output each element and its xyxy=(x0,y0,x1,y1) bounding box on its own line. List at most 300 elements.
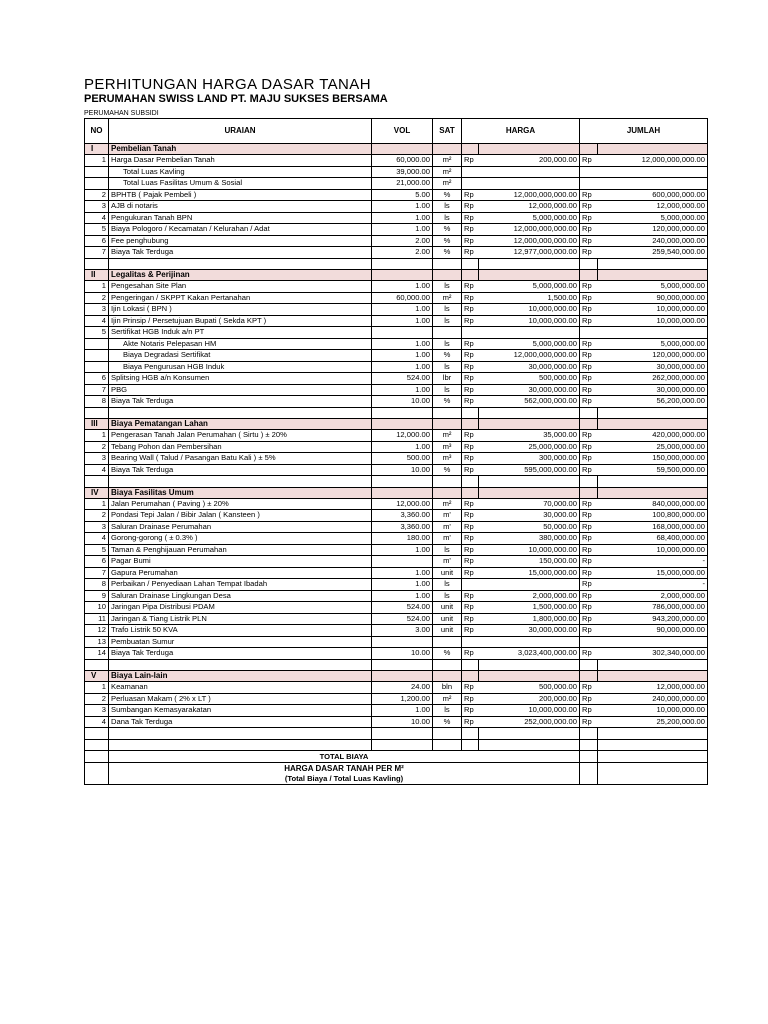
table-row xyxy=(85,338,708,350)
table-row xyxy=(85,602,708,614)
row-sat: lbr xyxy=(433,373,462,385)
row-harga-currency: Rp xyxy=(462,556,479,568)
row-uraian: Biaya Tak Terduga xyxy=(109,247,372,259)
section-empty-cell xyxy=(462,270,479,281)
row-sat: m² xyxy=(433,693,462,705)
table-row xyxy=(85,716,708,728)
row-vol: 1.00 xyxy=(372,350,433,362)
row-uraian: Splitsing HGB a/n Konsumen xyxy=(109,373,372,385)
row-jumlah: 12,000,000.00 xyxy=(598,682,708,694)
row-vol: 1.00 xyxy=(372,590,433,602)
row-no: 13 xyxy=(85,636,109,648)
row-jumlah: 10,000,000.00 xyxy=(598,544,708,556)
row-no: 5 xyxy=(85,544,109,556)
row-harga: 562,000,000.00 xyxy=(479,396,580,408)
row-harga-currency: Rp xyxy=(462,304,479,316)
row-sat: ls xyxy=(433,579,462,591)
blank-cell xyxy=(598,739,708,751)
row-vol: 3,360.00 xyxy=(372,521,433,533)
section-empty-cell xyxy=(479,144,580,155)
header-harga: HARGA xyxy=(462,119,580,144)
row-jumlah: 5,000,000.00 xyxy=(598,281,708,293)
blank-cell xyxy=(433,659,462,671)
row-harga: 380,000.00 xyxy=(479,533,580,545)
row-vol: 1.00 xyxy=(372,315,433,327)
row-vol: 10.00 xyxy=(372,396,433,408)
table-row xyxy=(85,636,708,648)
row-vol: 1.00 xyxy=(372,224,433,236)
row-no: 1 xyxy=(85,155,109,167)
row-jumlah: 90,000,000.00 xyxy=(598,625,708,637)
row-uraian: Sertifikat HGB Induk a/n PT xyxy=(109,327,372,339)
blank-cell xyxy=(580,659,598,671)
row-no: 2 xyxy=(85,693,109,705)
row-jumlah xyxy=(598,636,708,648)
row-harga-currency: Rp xyxy=(462,281,479,293)
hdt-sub-label: (Total Biaya / Total Luas Kavling) xyxy=(109,774,580,785)
blank-cell xyxy=(433,476,462,488)
row-no: 2 xyxy=(85,292,109,304)
row-no: 2 xyxy=(85,189,109,201)
row-vol: 5.00 xyxy=(372,189,433,201)
row-harga-currency: Rp xyxy=(462,705,479,717)
row-harga-currency xyxy=(462,327,479,339)
row-jumlah-currency: Rp xyxy=(580,613,598,625)
table-row xyxy=(85,453,708,465)
row-uraian: Ijin Prinsip / Persetujuan Bupati ( Sekda KPT ) xyxy=(109,315,372,327)
row-harga: 15,000,000.00 xyxy=(479,567,580,579)
row-jumlah xyxy=(598,327,708,339)
row-uraian: Biaya Tak Terduga xyxy=(109,464,372,476)
row-vol: 1.00 xyxy=(372,579,433,591)
row-harga xyxy=(479,166,580,178)
row-harga-currency: Rp xyxy=(462,361,479,373)
row-jumlah: 120,000,000.00 xyxy=(598,224,708,236)
row-jumlah xyxy=(598,166,708,178)
table-row xyxy=(85,327,708,339)
table-row xyxy=(85,544,708,556)
blank-cell xyxy=(598,659,708,671)
row-harga-currency: Rp xyxy=(462,292,479,304)
blank-cell xyxy=(462,407,479,419)
row-jumlah-currency: Rp xyxy=(580,625,598,637)
row-harga: 1,500.00 xyxy=(479,292,580,304)
total-row xyxy=(85,751,708,763)
row-vol: 1.00 xyxy=(372,705,433,717)
row-harga: 150,000.00 xyxy=(479,556,580,568)
row-harga-currency: Rp xyxy=(462,350,479,362)
row-harga-currency: Rp xyxy=(462,521,479,533)
row-jumlah: 10,000,000.00 xyxy=(598,304,708,316)
table-row xyxy=(85,430,708,442)
row-harga: 200,000.00 xyxy=(479,693,580,705)
row-uraian: Sumbangan Kemasyarakatan xyxy=(109,705,372,717)
row-jumlah-currency: Rp xyxy=(580,189,598,201)
document-note: PERUMAHAN SUBSIDI xyxy=(84,110,159,117)
row-jumlah: 68,400,000.00 xyxy=(598,533,708,545)
row-harga: 1,500,000.00 xyxy=(479,602,580,614)
row-sat xyxy=(433,327,462,339)
row-harga-currency xyxy=(462,178,479,190)
section-empty-cell xyxy=(433,270,462,281)
table-row xyxy=(85,625,708,637)
row-jumlah-currency xyxy=(580,178,598,190)
row-sat: % xyxy=(433,224,462,236)
row-harga-currency: Rp xyxy=(462,602,479,614)
table-row xyxy=(85,648,708,660)
row-harga: 25,000,000.00 xyxy=(479,441,580,453)
row-harga: 12,000,000,000.00 xyxy=(479,189,580,201)
row-no: 3 xyxy=(85,453,109,465)
total-label: TOTAL BIAYA xyxy=(109,751,580,763)
row-vol: 21,000.00 xyxy=(372,178,433,190)
row-harga-currency xyxy=(462,636,479,648)
row-harga-currency: Rp xyxy=(462,625,479,637)
section-row xyxy=(85,270,708,281)
row-harga: 30,000,000.00 xyxy=(479,361,580,373)
blank-cell xyxy=(372,739,433,751)
section-empty-cell xyxy=(372,270,433,281)
row-harga: 10,000,000.00 xyxy=(479,705,580,717)
row-uraian: Harga Dasar Pembelian Tanah xyxy=(109,155,372,167)
table-row xyxy=(85,705,708,717)
blank-cell xyxy=(598,407,708,419)
blank-cell xyxy=(479,728,580,740)
blank-cell xyxy=(462,739,479,751)
row-jumlah-currency: Rp xyxy=(580,705,598,717)
blank-cell xyxy=(580,739,598,751)
row-jumlah-currency: Rp xyxy=(580,510,598,522)
row-harga: 5,000,000.00 xyxy=(479,212,580,224)
blank-row xyxy=(85,407,708,419)
section-row xyxy=(85,144,708,155)
row-harga-currency: Rp xyxy=(462,235,479,247)
row-harga: 35,000.00 xyxy=(479,430,580,442)
blank-row xyxy=(85,476,708,488)
row-harga-currency: Rp xyxy=(462,247,479,259)
row-jumlah: 15,000,000.00 xyxy=(598,567,708,579)
row-jumlah-currency: Rp xyxy=(580,247,598,259)
row-sat: % xyxy=(433,464,462,476)
row-harga xyxy=(479,327,580,339)
blank-cell xyxy=(109,476,372,488)
blank-cell xyxy=(598,258,708,270)
blank-cell xyxy=(85,407,109,419)
row-harga: 2,000,000.00 xyxy=(479,590,580,602)
row-jumlah: 30,000,000.00 xyxy=(598,361,708,373)
row-sat: % xyxy=(433,247,462,259)
row-uraian: Biaya Tak Terduga xyxy=(109,396,372,408)
row-vol: 2.00 xyxy=(372,235,433,247)
table-row xyxy=(85,590,708,602)
row-no: 2 xyxy=(85,441,109,453)
row-sat: m' xyxy=(433,521,462,533)
section-empty-cell xyxy=(598,671,708,682)
row-no: 14 xyxy=(85,648,109,660)
row-sat: m³ xyxy=(433,453,462,465)
row-no: 9 xyxy=(85,590,109,602)
row-uraian: Akte Notaris Pelepasan HM xyxy=(109,338,372,350)
row-no: 5 xyxy=(85,327,109,339)
row-jumlah: 5,000,000.00 xyxy=(598,212,708,224)
row-jumlah: 30,000,000.00 xyxy=(598,384,708,396)
row-harga-currency: Rp xyxy=(462,212,479,224)
row-sat: % xyxy=(433,235,462,247)
header-uraian: URAIAN xyxy=(109,119,372,144)
blank-cell xyxy=(479,739,580,751)
row-vol xyxy=(372,556,433,568)
row-jumlah: 786,000,000.00 xyxy=(598,602,708,614)
blank-cell xyxy=(85,659,109,671)
section-title: Biaya Fasilitas Umum xyxy=(109,487,372,498)
row-jumlah: 262,000,000.00 xyxy=(598,373,708,385)
row-no xyxy=(85,361,109,373)
row-sat: ls xyxy=(433,201,462,213)
blank-cell xyxy=(109,258,372,270)
row-uraian: Biaya Tak Terduga xyxy=(109,648,372,660)
row-uraian: AJB di notaris xyxy=(109,201,372,213)
row-no: 3 xyxy=(85,304,109,316)
section-no: IV xyxy=(85,487,109,498)
row-no: 1 xyxy=(85,430,109,442)
row-uraian: Saluran Drainase Lingkungan Desa xyxy=(109,590,372,602)
row-harga: 30,000,000.00 xyxy=(479,384,580,396)
table-row xyxy=(85,178,708,190)
row-sat: % xyxy=(433,396,462,408)
row-sat: ls xyxy=(433,338,462,350)
row-jumlah-currency: Rp xyxy=(580,453,598,465)
blank-cell xyxy=(109,659,372,671)
row-harga: 595,000,000.00 xyxy=(479,464,580,476)
row-jumlah xyxy=(598,178,708,190)
row-jumlah: 120,000,000.00 xyxy=(598,350,708,362)
section-empty-cell xyxy=(433,419,462,430)
row-uraian: Pengesahan Site Plan xyxy=(109,281,372,293)
section-no: I xyxy=(85,144,109,155)
row-no: 4 xyxy=(85,533,109,545)
section-empty-cell xyxy=(433,487,462,498)
row-uraian: Fee penghubung xyxy=(109,235,372,247)
row-harga: 70,000.00 xyxy=(479,498,580,510)
row-harga-currency: Rp xyxy=(462,464,479,476)
row-harga-currency: Rp xyxy=(462,533,479,545)
section-empty-cell xyxy=(479,671,580,682)
section-title: Biaya Pematangan Lahan xyxy=(109,419,372,430)
table-row xyxy=(85,464,708,476)
row-jumlah: 56,200,000.00 xyxy=(598,396,708,408)
row-vol: 524.00 xyxy=(372,602,433,614)
row-jumlah: 25,000,000.00 xyxy=(598,441,708,453)
row-harga-currency: Rp xyxy=(462,510,479,522)
row-no: 3 xyxy=(85,201,109,213)
table-row xyxy=(85,693,708,705)
row-uraian: Biaya Pengurusan HGB Induk xyxy=(109,361,372,373)
row-no: 4 xyxy=(85,716,109,728)
row-uraian: Tebang Pohon dan Pembersihan xyxy=(109,441,372,453)
row-harga-currency: Rp xyxy=(462,544,479,556)
row-sat xyxy=(433,636,462,648)
row-vol: 1.00 xyxy=(372,212,433,224)
blank-cell xyxy=(109,728,372,740)
row-no: 8 xyxy=(85,579,109,591)
row-jumlah-currency: Rp xyxy=(580,602,598,614)
row-vol xyxy=(372,636,433,648)
row-uraian: Pembuatan Sumur xyxy=(109,636,372,648)
row-sat: m' xyxy=(433,556,462,568)
row-jumlah-currency: Rp xyxy=(580,212,598,224)
table-row xyxy=(85,373,708,385)
section-empty-cell xyxy=(580,671,598,682)
row-vol: 10.00 xyxy=(372,716,433,728)
blank-cell xyxy=(372,476,433,488)
table-row xyxy=(85,247,708,259)
row-harga-currency: Rp xyxy=(462,682,479,694)
row-sat: % xyxy=(433,189,462,201)
section-empty-cell xyxy=(462,419,479,430)
row-uraian: Ijin Lokasi ( BPN ) xyxy=(109,304,372,316)
row-jumlah-currency: Rp xyxy=(580,304,598,316)
row-uraian: Jaringan Pipa Distribusi PDAM xyxy=(109,602,372,614)
table-body xyxy=(85,144,708,785)
row-harga: 300,000.00 xyxy=(479,453,580,465)
row-jumlah-currency: Rp xyxy=(580,430,598,442)
table-row xyxy=(85,212,708,224)
row-jumlah: - xyxy=(598,579,708,591)
blank-row xyxy=(85,258,708,270)
section-empty-cell xyxy=(433,671,462,682)
row-vol: 12,000.00 xyxy=(372,498,433,510)
row-vol: 12,000.00 xyxy=(372,430,433,442)
table-row xyxy=(85,567,708,579)
row-sat: ls xyxy=(433,304,462,316)
section-empty-cell xyxy=(479,270,580,281)
row-harga xyxy=(479,579,580,591)
row-harga-currency: Rp xyxy=(462,590,479,602)
blank-row xyxy=(85,728,708,740)
row-jumlah: 5,000,000.00 xyxy=(598,338,708,350)
row-jumlah-currency: Rp xyxy=(580,682,598,694)
row-jumlah-currency: Rp xyxy=(580,384,598,396)
row-vol: 524.00 xyxy=(372,373,433,385)
row-vol: 1.00 xyxy=(372,361,433,373)
row-jumlah: 2,000,000.00 xyxy=(598,590,708,602)
table-row xyxy=(85,155,708,167)
row-jumlah: 100,800,000.00 xyxy=(598,510,708,522)
row-uraian: Total Luas Kavling xyxy=(109,166,372,178)
table-row xyxy=(85,304,708,316)
row-harga: 500,000.00 xyxy=(479,682,580,694)
row-jumlah-currency: Rp xyxy=(580,338,598,350)
blank-cell xyxy=(462,258,479,270)
header-no: NO xyxy=(85,119,109,144)
row-uraian: Pengeringan / SKPPT Kakan Pertanahan xyxy=(109,292,372,304)
blank-cell xyxy=(372,258,433,270)
header-sat: SAT xyxy=(433,119,462,144)
blank-cell xyxy=(372,659,433,671)
row-sat: m² xyxy=(433,498,462,510)
row-harga: 200,000.00 xyxy=(479,155,580,167)
row-harga-currency: Rp xyxy=(462,224,479,236)
row-vol: 1,200.00 xyxy=(372,693,433,705)
section-no: II xyxy=(85,270,109,281)
row-vol: 3.00 xyxy=(372,625,433,637)
row-harga: 12,000,000,000.00 xyxy=(479,235,580,247)
blank-cell xyxy=(109,739,372,751)
row-vol: 1.00 xyxy=(372,338,433,350)
row-vol: 10.00 xyxy=(372,464,433,476)
row-no: 3 xyxy=(85,521,109,533)
row-uraian: Saluran Drainase Perumahan xyxy=(109,521,372,533)
row-jumlah-currency: Rp xyxy=(580,464,598,476)
row-jumlah-currency: Rp xyxy=(580,567,598,579)
row-vol: 24.00 xyxy=(372,682,433,694)
row-harga: 10,000,000.00 xyxy=(479,315,580,327)
row-uraian: Bearing Wall ( Talud / Pasangan Batu Kali ) ± 5% xyxy=(109,453,372,465)
row-vol: 1.00 xyxy=(372,384,433,396)
row-jumlah: 943,200,000.00 xyxy=(598,613,708,625)
row-uraian: Biaya Pologoro / Kecamatan / Kelurahan / Adat xyxy=(109,224,372,236)
row-sat: ls xyxy=(433,705,462,717)
row-harga-currency: Rp xyxy=(462,648,479,660)
row-sat: m² xyxy=(433,166,462,178)
row-no: 7 xyxy=(85,247,109,259)
row-sat: m² xyxy=(433,155,462,167)
row-no: 1 xyxy=(85,682,109,694)
row-vol: 39,000.00 xyxy=(372,166,433,178)
section-title: Pembelian Tanah xyxy=(109,144,372,155)
table-row xyxy=(85,315,708,327)
row-vol: 1.00 xyxy=(372,567,433,579)
row-uraian: Pagar Bumi xyxy=(109,556,372,568)
section-title: Biaya Lain-lain xyxy=(109,671,372,682)
hdt-row xyxy=(85,763,708,775)
row-jumlah-currency: Rp xyxy=(580,201,598,213)
blank-cell xyxy=(433,258,462,270)
section-empty-cell xyxy=(372,671,433,682)
row-no: 1 xyxy=(85,498,109,510)
section-empty-cell xyxy=(580,144,598,155)
blank-cell xyxy=(433,739,462,751)
row-no: 4 xyxy=(85,212,109,224)
row-sat: % xyxy=(433,716,462,728)
table-row xyxy=(85,350,708,362)
row-harga-currency: Rp xyxy=(462,693,479,705)
section-row xyxy=(85,671,708,682)
blank-cell xyxy=(433,407,462,419)
row-uraian: Perbaikan / Penyediaan Lahan Tempat Ibadah xyxy=(109,579,372,591)
row-harga-currency: Rp xyxy=(462,498,479,510)
blank-cell xyxy=(580,728,598,740)
row-jumlah: 12,000,000,000.00 xyxy=(598,155,708,167)
row-uraian: Pondasi Tepi Jalan / Bibir Jalan ( Kansteen ) xyxy=(109,510,372,522)
section-empty-cell xyxy=(580,487,598,498)
row-no xyxy=(85,338,109,350)
row-vol: 1.00 xyxy=(372,441,433,453)
row-uraian: Pengukuran Tanah BPN xyxy=(109,212,372,224)
row-jumlah: 59,500,000.00 xyxy=(598,464,708,476)
document-title: PERHITUNGAN HARGA DASAR TANAH xyxy=(84,76,371,93)
table-row xyxy=(85,498,708,510)
row-jumlah-currency: Rp xyxy=(580,281,598,293)
row-uraian: Gapura Perumahan xyxy=(109,567,372,579)
row-no: 10 xyxy=(85,602,109,614)
section-no: III xyxy=(85,419,109,430)
blank-cell xyxy=(479,476,580,488)
table-row xyxy=(85,189,708,201)
blank-cell xyxy=(372,728,433,740)
row-harga: 500,000.00 xyxy=(479,373,580,385)
row-jumlah-currency: Rp xyxy=(580,521,598,533)
